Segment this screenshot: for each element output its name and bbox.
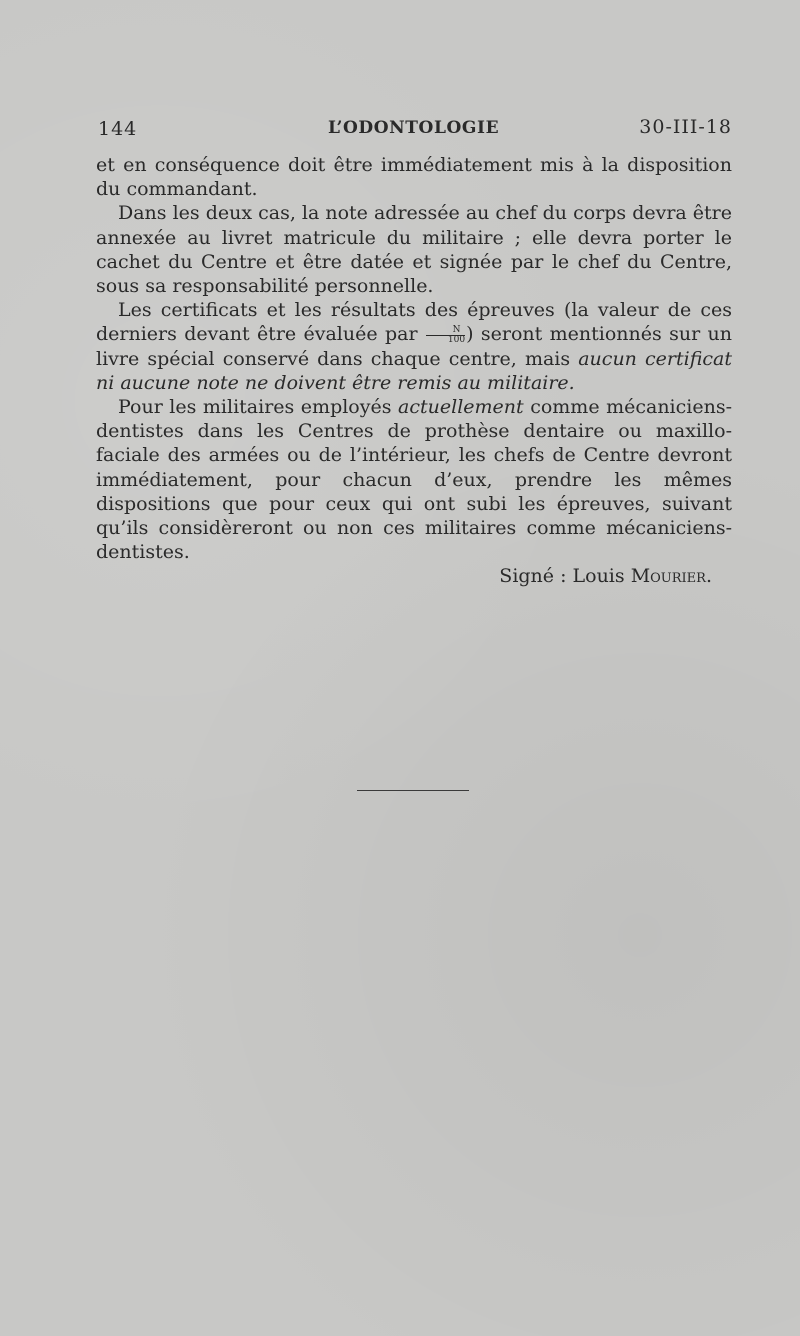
- signature: [96, 564, 732, 588]
- fraction-denominator: 100: [447, 334, 466, 345]
- paragraph-1: et en conséquence doit être immédiatement mis à la disposition du commandant.: [96, 154, 732, 201]
- paragraph-4-end: comme mécaniciens-dentistes dans les Centres de prothèse dentaire ou maxillo-faciale des armées ou de l’intérieur, les chefs de Centre devront immédiatement, pour chacun d’eux, prendre les mêmes dispositions que pour ceux qui ont subi les épreuves, suivant qu’ils considèreront ou non ces militaires comme mécaniciens-dentistes.: [96, 396, 733, 564]
- fraction: [426, 326, 465, 345]
- signature-prefix: Signé : Louis: [499, 565, 625, 588]
- issue-date: 30-III-18: [639, 116, 732, 138]
- paragraph-4-start: Pour les militaires employés: [118, 396, 392, 419]
- paragraph-2: Dans les deux cas, la note adressée au chef du corps devra être annexée au livret matricule du militaire ; elle devra porter le cachet du Centre et être datée et signée par le chef du Centre, sous sa responsabilité personnelle.: [96, 202, 732, 298]
- paragraph-4: [96, 395, 732, 564]
- section-divider: [357, 790, 469, 791]
- paragraph-3-middle: ) seront mentionnés sur un livre spécial conservé dans chaque centre, mais: [96, 323, 732, 370]
- running-header: [98, 114, 734, 146]
- signature-name: Mourier.: [630, 565, 712, 588]
- page-number: 144: [98, 118, 138, 140]
- paragraph-4-italic: actuellement: [398, 396, 524, 419]
- paragraph-3-italic: aucun certificat ni aucune note ne doivent être remis au militaire.: [96, 347, 732, 394]
- paragraph-3: [96, 298, 732, 395]
- journal-title: L’ODONTOLOGIE: [328, 118, 500, 138]
- body-text: [96, 153, 732, 589]
- paragraph-3-start: Les certificats et les résultats des épreuves (la valeur de ces derniers devant être évaluée par: [96, 299, 732, 346]
- fraction-numerator: N: [426, 326, 465, 336]
